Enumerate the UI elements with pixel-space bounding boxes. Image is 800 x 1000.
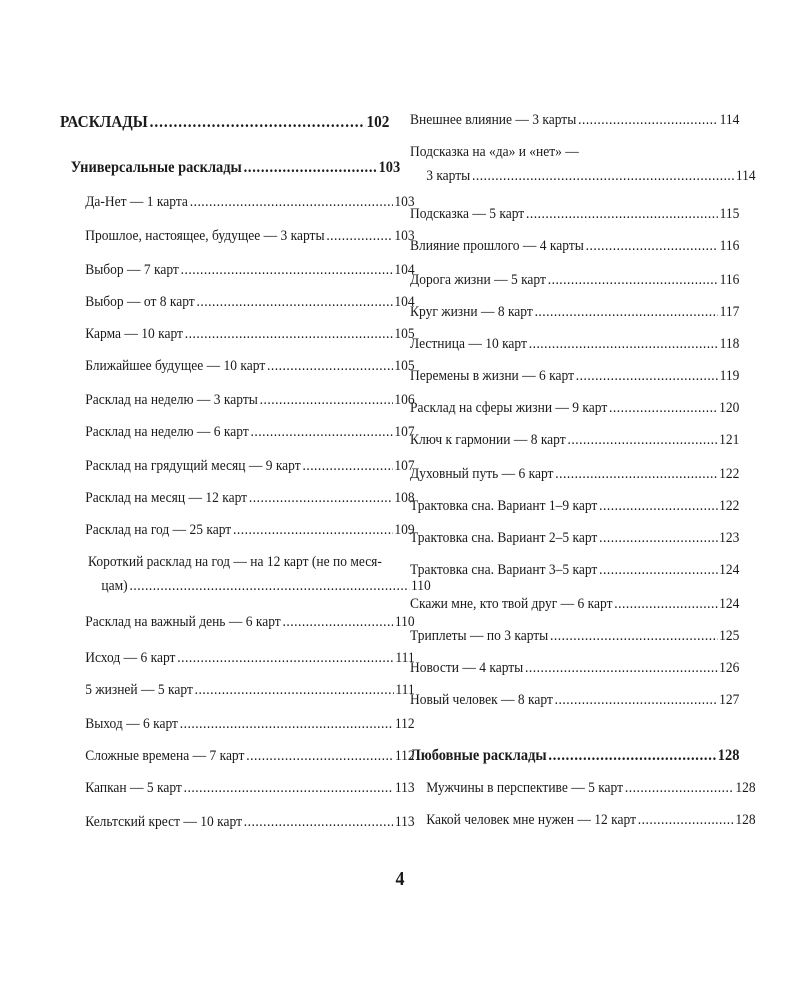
toc-entry-label: Скажи мне, кто твой друг — 6 карт: [410, 596, 613, 612]
toc-entry-page: 111: [395, 650, 415, 666]
toc-entry-page: 105: [394, 358, 415, 374]
toc-entry-label: Влияние прошлого — 4 карты: [410, 238, 584, 254]
toc-entry-page: 114: [719, 112, 740, 128]
toc-entry-label: Любовные расклады: [410, 747, 547, 764]
toc-entry-page: 109: [394, 522, 415, 538]
toc-entry-page: 119: [719, 368, 740, 384]
dot-leader: [599, 560, 717, 580]
toc-entry-label: Кельтский крест — 10 карт: [85, 814, 242, 830]
dot-leader: [535, 302, 718, 322]
toc-entry-page: 107: [394, 424, 415, 440]
toc-entry: [410, 464, 739, 484]
toc-entry: [410, 270, 739, 290]
toc-entry: [60, 260, 415, 280]
toc-entry-page: 103: [378, 159, 401, 176]
toc-entry: [60, 746, 415, 766]
toc-entry-page: 124: [719, 562, 740, 578]
toc-entry-page: 102: [366, 112, 390, 131]
toc-entry-label: Триплеты — по 3 карты: [410, 628, 549, 644]
toc-entry-page: 104: [394, 294, 415, 310]
dot-leader: [246, 746, 393, 766]
dot-leader: [302, 456, 392, 476]
dot-leader: [326, 226, 392, 246]
toc-entry-page: 120: [719, 400, 740, 416]
toc-entry: [410, 626, 739, 646]
toc-entry: [410, 110, 739, 130]
toc-entry: [410, 430, 739, 450]
toc-entry: [410, 496, 739, 516]
toc-entry-page: 118: [719, 336, 740, 352]
toc-entry: [60, 292, 415, 312]
toc-entry: [60, 226, 415, 246]
toc-entry-label: Универсальные расклады: [70, 159, 242, 176]
toc-entry-page: 122: [719, 498, 740, 514]
dot-leader: [525, 658, 717, 678]
toc-entry: [410, 204, 739, 224]
toc-entry-label-line1: Подсказка на «да» и «нет» —: [410, 144, 579, 160]
toc-entry: [410, 166, 756, 186]
toc-entry-page: 108: [394, 490, 415, 506]
toc-entry-label: Ближайшее будущее — 10 карт: [85, 358, 266, 374]
toc-entry-label: Исход — 6 карт: [85, 650, 176, 666]
toc-entry: [60, 812, 415, 832]
dot-leader: [233, 520, 393, 540]
toc-entry: [410, 658, 739, 678]
toc-entry-page: 106: [394, 392, 415, 408]
toc-entry-page: 107: [394, 458, 415, 474]
dot-leader: [196, 292, 392, 312]
dot-leader: [180, 714, 393, 734]
toc-entry-label-line1: Короткий расклад на год — на 12 карт (не по меся-: [88, 554, 382, 570]
dot-leader: [638, 810, 734, 830]
dot-leader: [195, 680, 394, 700]
toc-entry-label: Да-Нет — 1 карта: [85, 194, 188, 210]
toc-entry: [410, 528, 739, 548]
toc-entry-label: РАСКЛАДЫ: [60, 112, 148, 131]
toc-entry-page: 125: [719, 628, 740, 644]
toc-section-heading: [60, 112, 389, 132]
toc-entry-page: 115: [719, 206, 740, 222]
dot-leader: [586, 236, 718, 256]
toc-entry-label: цам): [101, 578, 128, 594]
dot-leader: [599, 496, 717, 516]
toc-entry: [410, 236, 739, 256]
toc-entry-page: 116: [719, 272, 740, 288]
toc-entry: [60, 390, 415, 410]
toc-entry: [60, 456, 415, 476]
toc-entry-page: 122: [719, 466, 740, 482]
toc-entry-page: 104: [394, 262, 415, 278]
toc-entry-label: Расклад на неделю — 6 карт: [85, 424, 249, 440]
toc-entry-label: Карма — 10 карт: [85, 326, 183, 342]
toc-entry-label: Подсказка — 5 карт: [410, 206, 525, 222]
toc-entry-page: 103: [394, 228, 415, 244]
dot-leader: [578, 110, 718, 130]
dot-leader: [190, 192, 393, 212]
dot-leader: [625, 778, 734, 798]
toc-entry: [60, 356, 415, 376]
dot-leader: [181, 260, 393, 280]
dot-leader: [260, 390, 393, 410]
toc-entry-label: Новый человек — 8 карт: [410, 692, 553, 708]
toc-entry-page: 126: [719, 660, 740, 676]
toc-entry-page: 105: [394, 326, 415, 342]
page-number: 4: [395, 868, 405, 890]
toc-entry: [410, 810, 756, 830]
toc-entry-label: Расклад на месяц — 12 карт: [85, 490, 248, 506]
toc-entry: [60, 648, 415, 668]
toc-entry-page: 113: [394, 814, 415, 830]
dot-leader: [177, 648, 393, 668]
toc-entry: [60, 576, 431, 596]
toc-entry-label: Перемены в жизни — 6 карт: [410, 368, 574, 384]
toc-entry-label: Сложные времена — 7 карт: [85, 748, 245, 764]
dot-leader: [555, 464, 717, 484]
toc-entry-label: Выбор — от 8 карт: [85, 294, 195, 310]
toc-entry-label: Капкан — 5 карт: [85, 780, 182, 796]
dot-leader: [550, 626, 717, 646]
toc-entry-page: 110: [411, 578, 431, 594]
toc-entry-page: 128: [735, 812, 756, 828]
toc-entry-label: Внешнее влияние — 3 карты: [410, 112, 577, 128]
dot-leader: [609, 398, 717, 418]
toc-entry-page: 103: [394, 194, 415, 210]
toc-entry-label: 3 карты: [426, 168, 471, 184]
toc-entry-label: Расклад на сферы жизни — 9 карт: [410, 400, 608, 416]
toc-entry: [410, 366, 739, 386]
toc-entry-label: Прошлое, настоящее, будущее — 3 карты: [85, 228, 325, 244]
toc-entry-label: Расклад на важный день — 6 карт: [85, 614, 281, 630]
toc-entry: [60, 520, 415, 540]
toc-entry-label: Новости — 4 карты: [410, 660, 524, 676]
toc-entry: [60, 714, 415, 734]
dot-leader: [599, 528, 717, 548]
toc-chapter-heading: [410, 746, 739, 766]
dot-leader: [548, 746, 716, 766]
toc-entry-page: 116: [719, 238, 740, 254]
toc-entry-label: Ключ к гармонии — 8 карт: [410, 432, 566, 448]
toc-chapter-heading: [60, 158, 400, 178]
toc-entry: [60, 612, 415, 632]
toc-entry: [60, 324, 415, 344]
toc-entry: [60, 488, 415, 508]
toc-entry: [410, 594, 739, 614]
dot-leader: [529, 334, 718, 354]
toc-entry-label: Трактовка сна. Вариант 2–5 карт: [410, 530, 598, 546]
toc-entry: [410, 302, 739, 322]
toc-entry-label: Расклад на неделю — 3 карты: [85, 392, 258, 408]
dot-leader: [249, 488, 393, 508]
toc-entry-label: Мужчины в перспективе — 5 карт: [426, 780, 624, 796]
dot-leader: [526, 204, 718, 224]
toc-entry: [60, 778, 415, 798]
toc-entry-label: Расклад на год — 25 карт: [85, 522, 232, 538]
dot-leader: [150, 112, 365, 132]
dot-leader: [548, 270, 718, 290]
toc-entry-label: Лестница — 10 карт: [410, 336, 527, 352]
toc-entry: [410, 778, 756, 798]
dot-leader: [472, 166, 734, 186]
toc-entry-label: Расклад на грядущий месяц — 9 карт: [85, 458, 301, 474]
toc-entry-page: 124: [719, 596, 740, 612]
dot-leader: [555, 690, 718, 710]
dot-leader: [244, 812, 393, 832]
toc-entry-page: 112: [394, 748, 415, 764]
toc-entry-label: Выбор — 7 карт: [85, 262, 179, 278]
toc-entry-page: 128: [735, 780, 756, 796]
toc-entry-label: Выход — 6 карт: [85, 716, 178, 732]
toc-entry-page: 127: [719, 692, 740, 708]
dot-leader: [185, 324, 393, 344]
toc-entry-label: Трактовка сна. Вариант 1–9 карт: [410, 498, 598, 514]
dot-leader: [184, 778, 393, 798]
toc-entry-label: 5 жизней — 5 карт: [85, 682, 193, 698]
toc-entry: [410, 334, 739, 354]
toc-entry: [410, 398, 739, 418]
dot-leader: [129, 576, 409, 596]
dot-leader: [244, 158, 377, 178]
toc-entry-page: 117: [719, 304, 740, 320]
dot-leader: [267, 356, 393, 376]
toc-entry-page: 113: [394, 780, 415, 796]
dot-leader: [576, 366, 718, 386]
toc-entry: [410, 690, 739, 710]
toc-entry-label: Трактовка сна. Вариант 3–5 карт: [410, 562, 598, 578]
dot-leader: [282, 612, 393, 632]
toc-entry-page: 114: [735, 168, 756, 184]
toc-entry-page: 121: [719, 432, 740, 448]
toc-entry: [410, 560, 739, 580]
toc-entry-page: 112: [394, 716, 415, 732]
toc-entry: [60, 422, 415, 442]
toc-entry: [60, 680, 415, 700]
toc-entry-page: 123: [719, 530, 740, 546]
dot-leader: [614, 594, 717, 614]
toc-entry: [60, 192, 415, 212]
dot-leader: [251, 422, 393, 442]
dot-leader: [567, 430, 717, 450]
toc-entry-page: 110: [394, 614, 415, 630]
toc-entry-label: Духовный путь — 6 карт: [410, 466, 554, 482]
toc-entry-page: 111: [395, 682, 415, 698]
toc-entry-label: Дорога жизни — 5 карт: [410, 272, 546, 288]
toc-entry-label: Круг жизни — 8 карт: [410, 304, 533, 320]
toc-entry-page: 128: [717, 747, 740, 764]
toc-entry-label: Какой человек мне нужен — 12 карт: [426, 812, 636, 828]
